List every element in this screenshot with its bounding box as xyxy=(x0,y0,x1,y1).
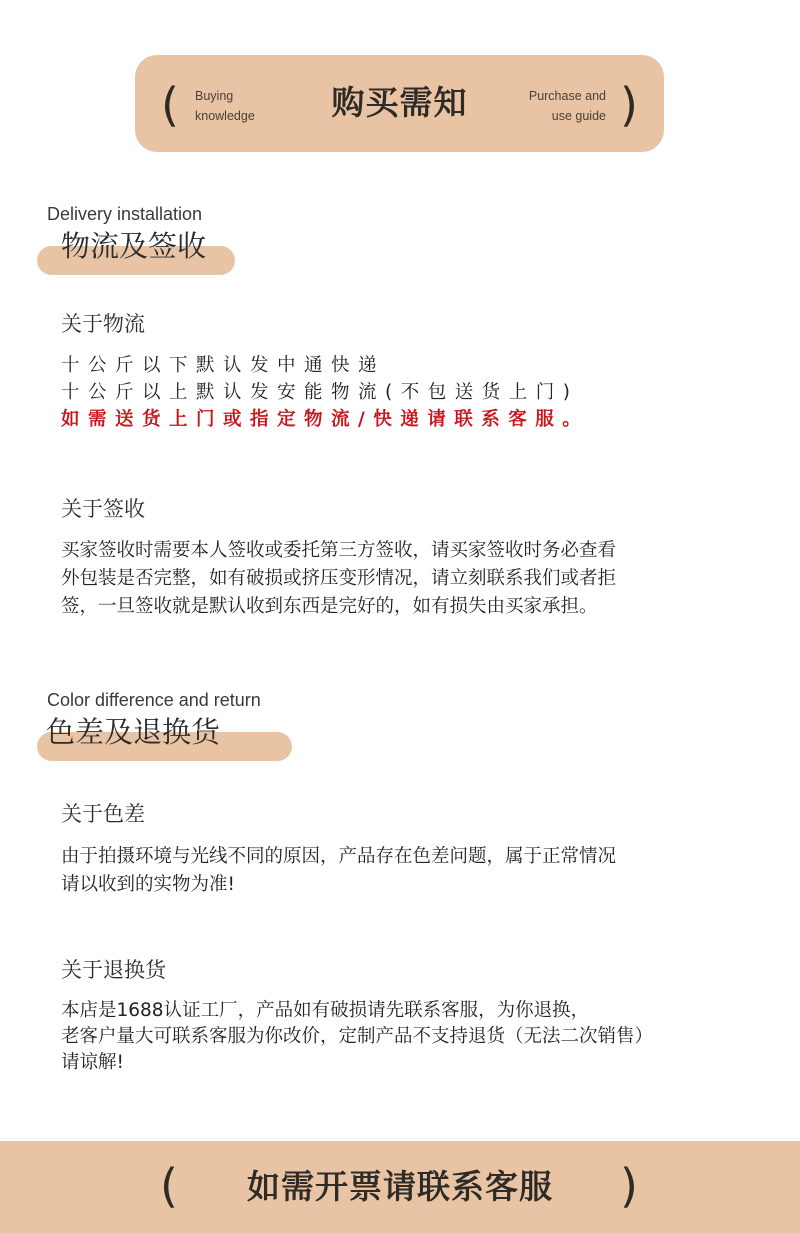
color-line-1: 由于拍摄环境与光线不同的原因，产品存在色差问题，属于正常情况 xyxy=(61,846,617,867)
footer-right-paren: ) xyxy=(620,1159,638,1213)
color-return-section-title: 色差及退换货 xyxy=(46,715,221,749)
color-paragraph xyxy=(61,843,616,899)
header-left-paren: ( xyxy=(161,78,179,132)
logistics-line-3: 如需送货上门或指定物流/快递请联系客服。 xyxy=(61,409,590,430)
color-return-section-english-title: Color difference and return xyxy=(47,690,261,710)
header-left-en-line2: knowledge xyxy=(195,109,255,123)
header-right-paren: ) xyxy=(620,78,638,132)
return-paragraph xyxy=(61,998,653,1076)
signing-line-1: 买家签收时需要本人签收或委托第三方签收，请买家签收时务必查看 xyxy=(61,540,617,561)
delivery-section-english-title: Delivery installation xyxy=(47,204,203,224)
header-left-en-line1: Buying xyxy=(195,89,234,103)
logistics-line-1: 十公斤以下默认发中通快递 xyxy=(61,355,386,376)
invoice-contact-text: 如需开票请联系客服 xyxy=(247,1167,553,1206)
header-right-english xyxy=(529,86,606,126)
logistics-subtitle: 关于物流 xyxy=(61,312,145,336)
color-subtitle: 关于色差 xyxy=(61,802,145,826)
signing-line-3: 签，一旦签收就是默认收到东西是完好的，如有损失由买家承担。 xyxy=(61,596,598,617)
return-line-3: 请谅解! xyxy=(61,1052,124,1073)
header-right-en-line2: use guide xyxy=(551,109,606,123)
logistics-line-2: 十公斤以上默认发安能物流(不包送货上门) xyxy=(61,382,579,403)
logistics-paragraph xyxy=(61,352,589,433)
signing-line-2: 外包装是否完整，如有破损或挤压变形情况，请立刻联系我们或者拒 xyxy=(61,568,617,589)
delivery-section-title: 物流及签收 xyxy=(61,229,207,263)
return-line-2: 老客户量大可联系客服为你改价，定制产品不支持退货（无法二次销售） xyxy=(61,1026,654,1047)
signing-paragraph xyxy=(61,537,616,621)
page-title: 购买需知 xyxy=(331,83,468,122)
color-line-2: 请以收到的实物为准! xyxy=(61,874,235,895)
return-subtitle: 关于退换货 xyxy=(61,958,166,982)
return-line-1: 本店是1688认证工厂，产品如有破损请先联系客服，为你退换， xyxy=(61,1000,590,1021)
header-banner xyxy=(135,55,664,152)
header-right-en-line1: Purchase and xyxy=(528,89,606,103)
footer-banner xyxy=(0,1141,800,1233)
footer-left-paren: ( xyxy=(160,1159,178,1213)
signing-subtitle: 关于签收 xyxy=(61,497,145,521)
